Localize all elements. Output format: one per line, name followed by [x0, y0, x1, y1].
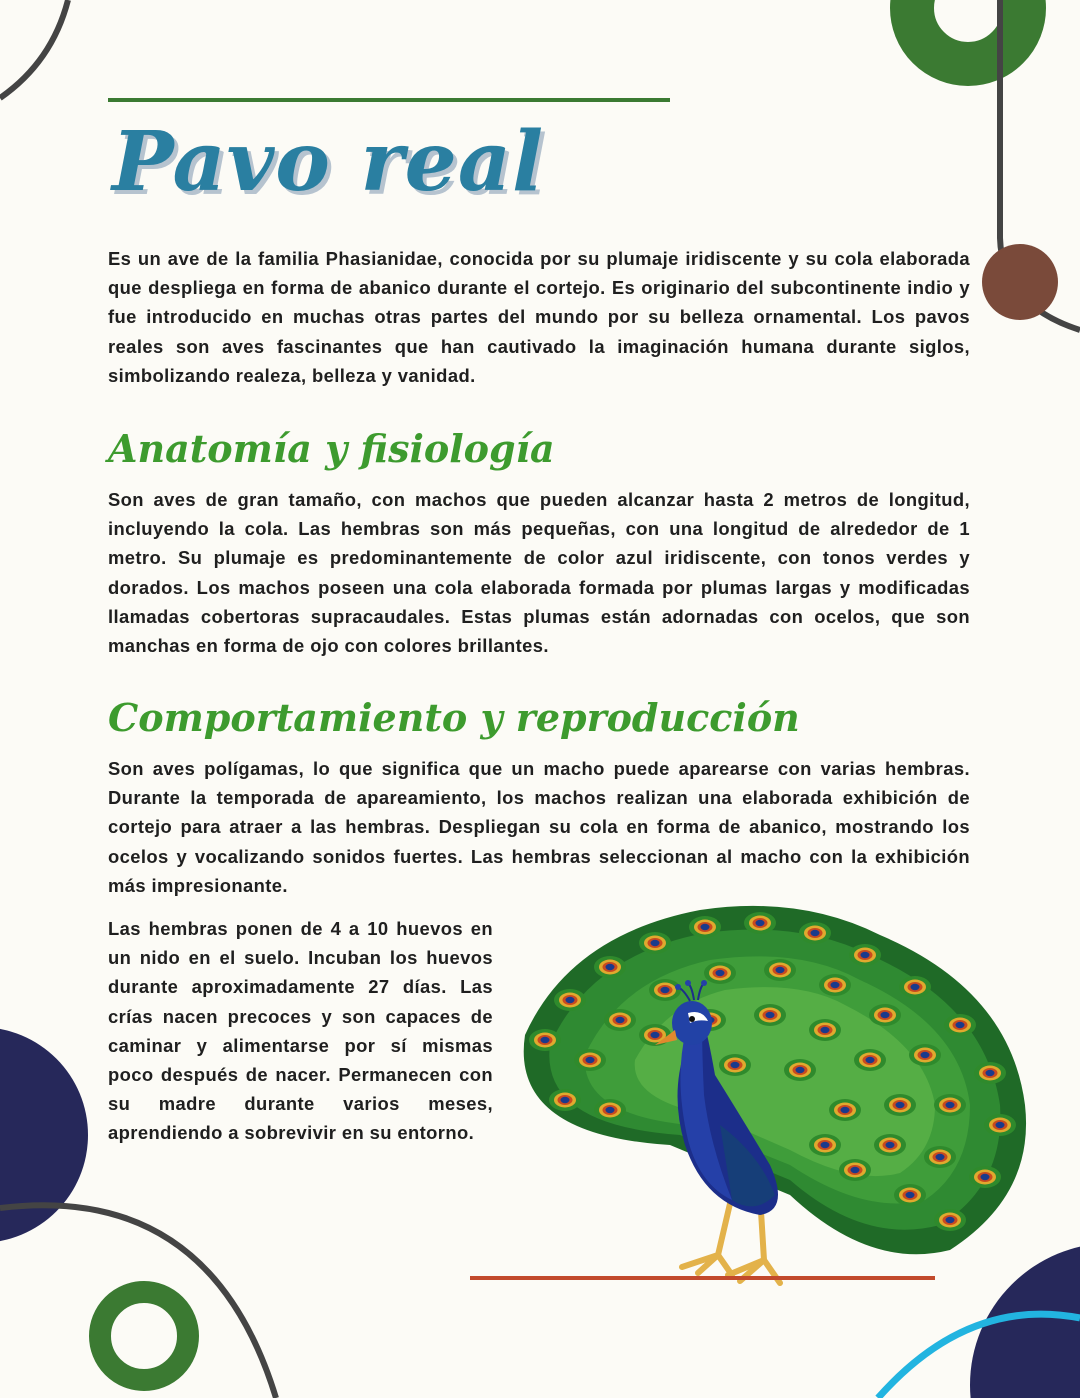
- anatomy-paragraph: Son aves de gran tamaño, con machos que pueden alcanzar hasta 2 metros de longitud, incluyendo la cola. Las hembras son más pequeñas, con una longitud de alrededor de 1 metro. Su plumaje es predominantemente de color azul iridiscente, con tonos verdes y dorados. Los machos poseen una cola elaborada formada por plumas largas y modificadas llamadas cobertoras supracaudales. Estas plumas están adornadas con ocelos, que son manchas en forma de ojo con colores brillantes.: [108, 489, 970, 657]
- bottom-left-arc: [0, 1205, 276, 1398]
- top-left-arc: [0, 0, 68, 98]
- bottom-left-green-ring: [100, 1292, 188, 1380]
- peacock-illustration: [470, 895, 1040, 1315]
- top-right-green-ring: [912, 0, 1024, 64]
- title-rule: [108, 98, 670, 102]
- intro-paragraph: Es un ave de la familia Phasianidae, conocida por su plumaje iridiscente y su cola elaborada que despliega en forma de abanico durante el cortejo. Es originario del subcontinente indio y fue introducido en muchas otras partes del mundo por su belleza ornamental. Los pavos reales son aves fascinantes que han cautivado la imaginación humana durante siglos, simbolizando realeza, belleza y vanidad.: [108, 248, 970, 386]
- bottom-right-cyan-arc: [878, 1314, 1080, 1398]
- reproduction-paragraph: Las hembras ponen de 4 a 10 huevos en un nido en el suelo. Incuban los huevos durante aproximadamente 27 días. Las crías nacen precoces y son capaces de caminar y alimentarse por sí mismas poco después de nacer. Permanecen con su madre durante varios meses, aprendiendo a sobrevivir en su entorno.: [108, 918, 493, 1144]
- behavior-paragraph: Son aves polígamas, lo que significa que un macho puede aparearse con varias hembras. Durante la temporada de apareamiento, los machos realizan una elaborada exhibición de cortejo para atraer a las hembras. Despliegan su cola en forma de abanico, mostrando los ocelos y vocalizando sonidos fuertes. Las hembras seleccionan al macho con la exhibición más impresionante.: [108, 758, 970, 896]
- page-title: Pavo real: [112, 114, 545, 210]
- left-navy-circle: [0, 1027, 88, 1243]
- brown-dot: [982, 244, 1058, 320]
- section-heading-anatomy: Anatomía y fisiología: [108, 426, 555, 471]
- right-connector-line: [1000, 0, 1080, 330]
- ground-line: [470, 1276, 935, 1280]
- section-heading-behavior: Comportamiento y reproducción: [108, 695, 800, 740]
